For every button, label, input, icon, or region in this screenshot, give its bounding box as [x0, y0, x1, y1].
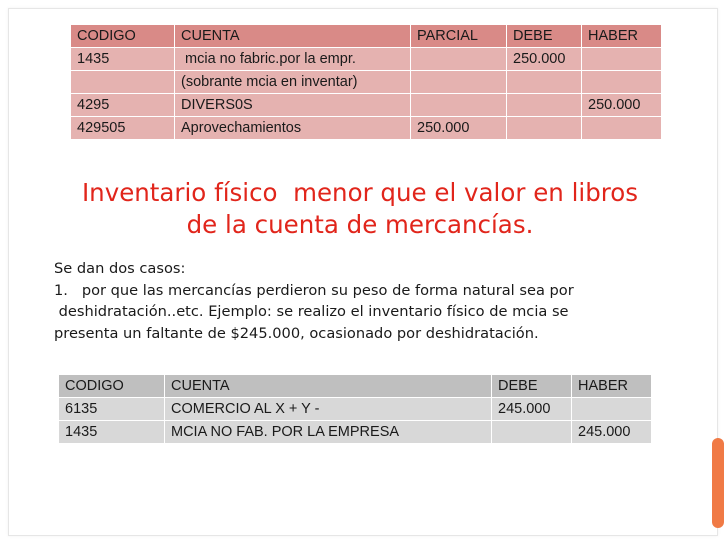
table-row — [59, 398, 652, 421]
table-row — [71, 71, 662, 94]
cell-cuenta: Aprovechamientos — [175, 117, 411, 139]
header-codigo: CODIGO — [59, 375, 165, 398]
cell-cuenta: COMERCIO AL X + Y - — [165, 398, 492, 421]
cell-debe — [492, 421, 572, 444]
header-cuenta: CUENTA — [165, 375, 492, 398]
body-text — [54, 258, 674, 344]
cell-codigo: 4295 — [71, 94, 175, 117]
header-cuenta: CUENTA — [175, 25, 411, 48]
cell-cuenta: DIVERS0S — [175, 94, 411, 117]
cell-codigo: 6135 — [59, 398, 165, 421]
cell-debe: 245.000 — [492, 398, 572, 421]
cell-haber — [582, 71, 662, 94]
body-line: deshidratación..etc. Ejemplo: se realizo el inventario físico de mcia se — [54, 303, 569, 321]
header-parcial: PARCIAL — [411, 25, 507, 48]
title-line: Inventario físico menor que el valor en libros — [81, 178, 639, 207]
cell-haber — [582, 48, 662, 71]
cell-debe — [507, 94, 582, 117]
accent-bar — [712, 438, 724, 528]
cell-cuenta: MCIA NO FAB. POR LA EMPRESA — [165, 421, 492, 444]
title-line: de la cuenta de mercancías. — [186, 210, 534, 239]
cell-codigo: 1435 — [59, 421, 165, 444]
header-debe: DEBE — [507, 25, 582, 48]
cell-haber — [572, 398, 652, 421]
body-line: Se dan dos casos: — [54, 260, 186, 277]
table-row — [71, 94, 662, 117]
cell-debe — [507, 117, 582, 139]
cell-codigo — [71, 71, 175, 94]
cell-debe — [507, 71, 582, 94]
journal-entry-table-shortage — [59, 375, 652, 444]
slide-title — [40, 177, 680, 241]
header-haber: HABER — [572, 375, 652, 398]
cell-codigo: 1435 — [71, 48, 175, 71]
header-codigo: CODIGO — [71, 25, 175, 48]
cell-haber: 250.000 — [582, 94, 662, 117]
body-line: 1. por que las mercancías perdieron su peso de forma natural sea por — [54, 281, 574, 299]
journal-entry-table-surplus — [71, 25, 662, 139]
table-row — [71, 117, 662, 139]
cell-debe: 250.000 — [507, 48, 582, 71]
body-line: presenta un faltante de $245.000, ocasionado por deshidratación. — [54, 324, 539, 342]
table-header-row — [71, 25, 662, 48]
cell-cuenta: mcia no fabric.por la empr. — [175, 48, 411, 71]
cell-parcial — [411, 48, 507, 71]
table-row — [71, 48, 662, 71]
table-header-row — [59, 375, 652, 398]
header-debe: DEBE — [492, 375, 572, 398]
cell-parcial — [411, 94, 507, 117]
cell-parcial: 250.000 — [411, 117, 507, 139]
cell-parcial — [411, 71, 507, 94]
cell-haber: 245.000 — [572, 421, 652, 444]
header-haber: HABER — [582, 25, 662, 48]
cell-haber — [582, 117, 662, 139]
cell-codigo: 429505 — [71, 117, 175, 139]
cell-cuenta: (sobrante mcia en inventar) — [175, 71, 411, 94]
table-row — [59, 421, 652, 444]
